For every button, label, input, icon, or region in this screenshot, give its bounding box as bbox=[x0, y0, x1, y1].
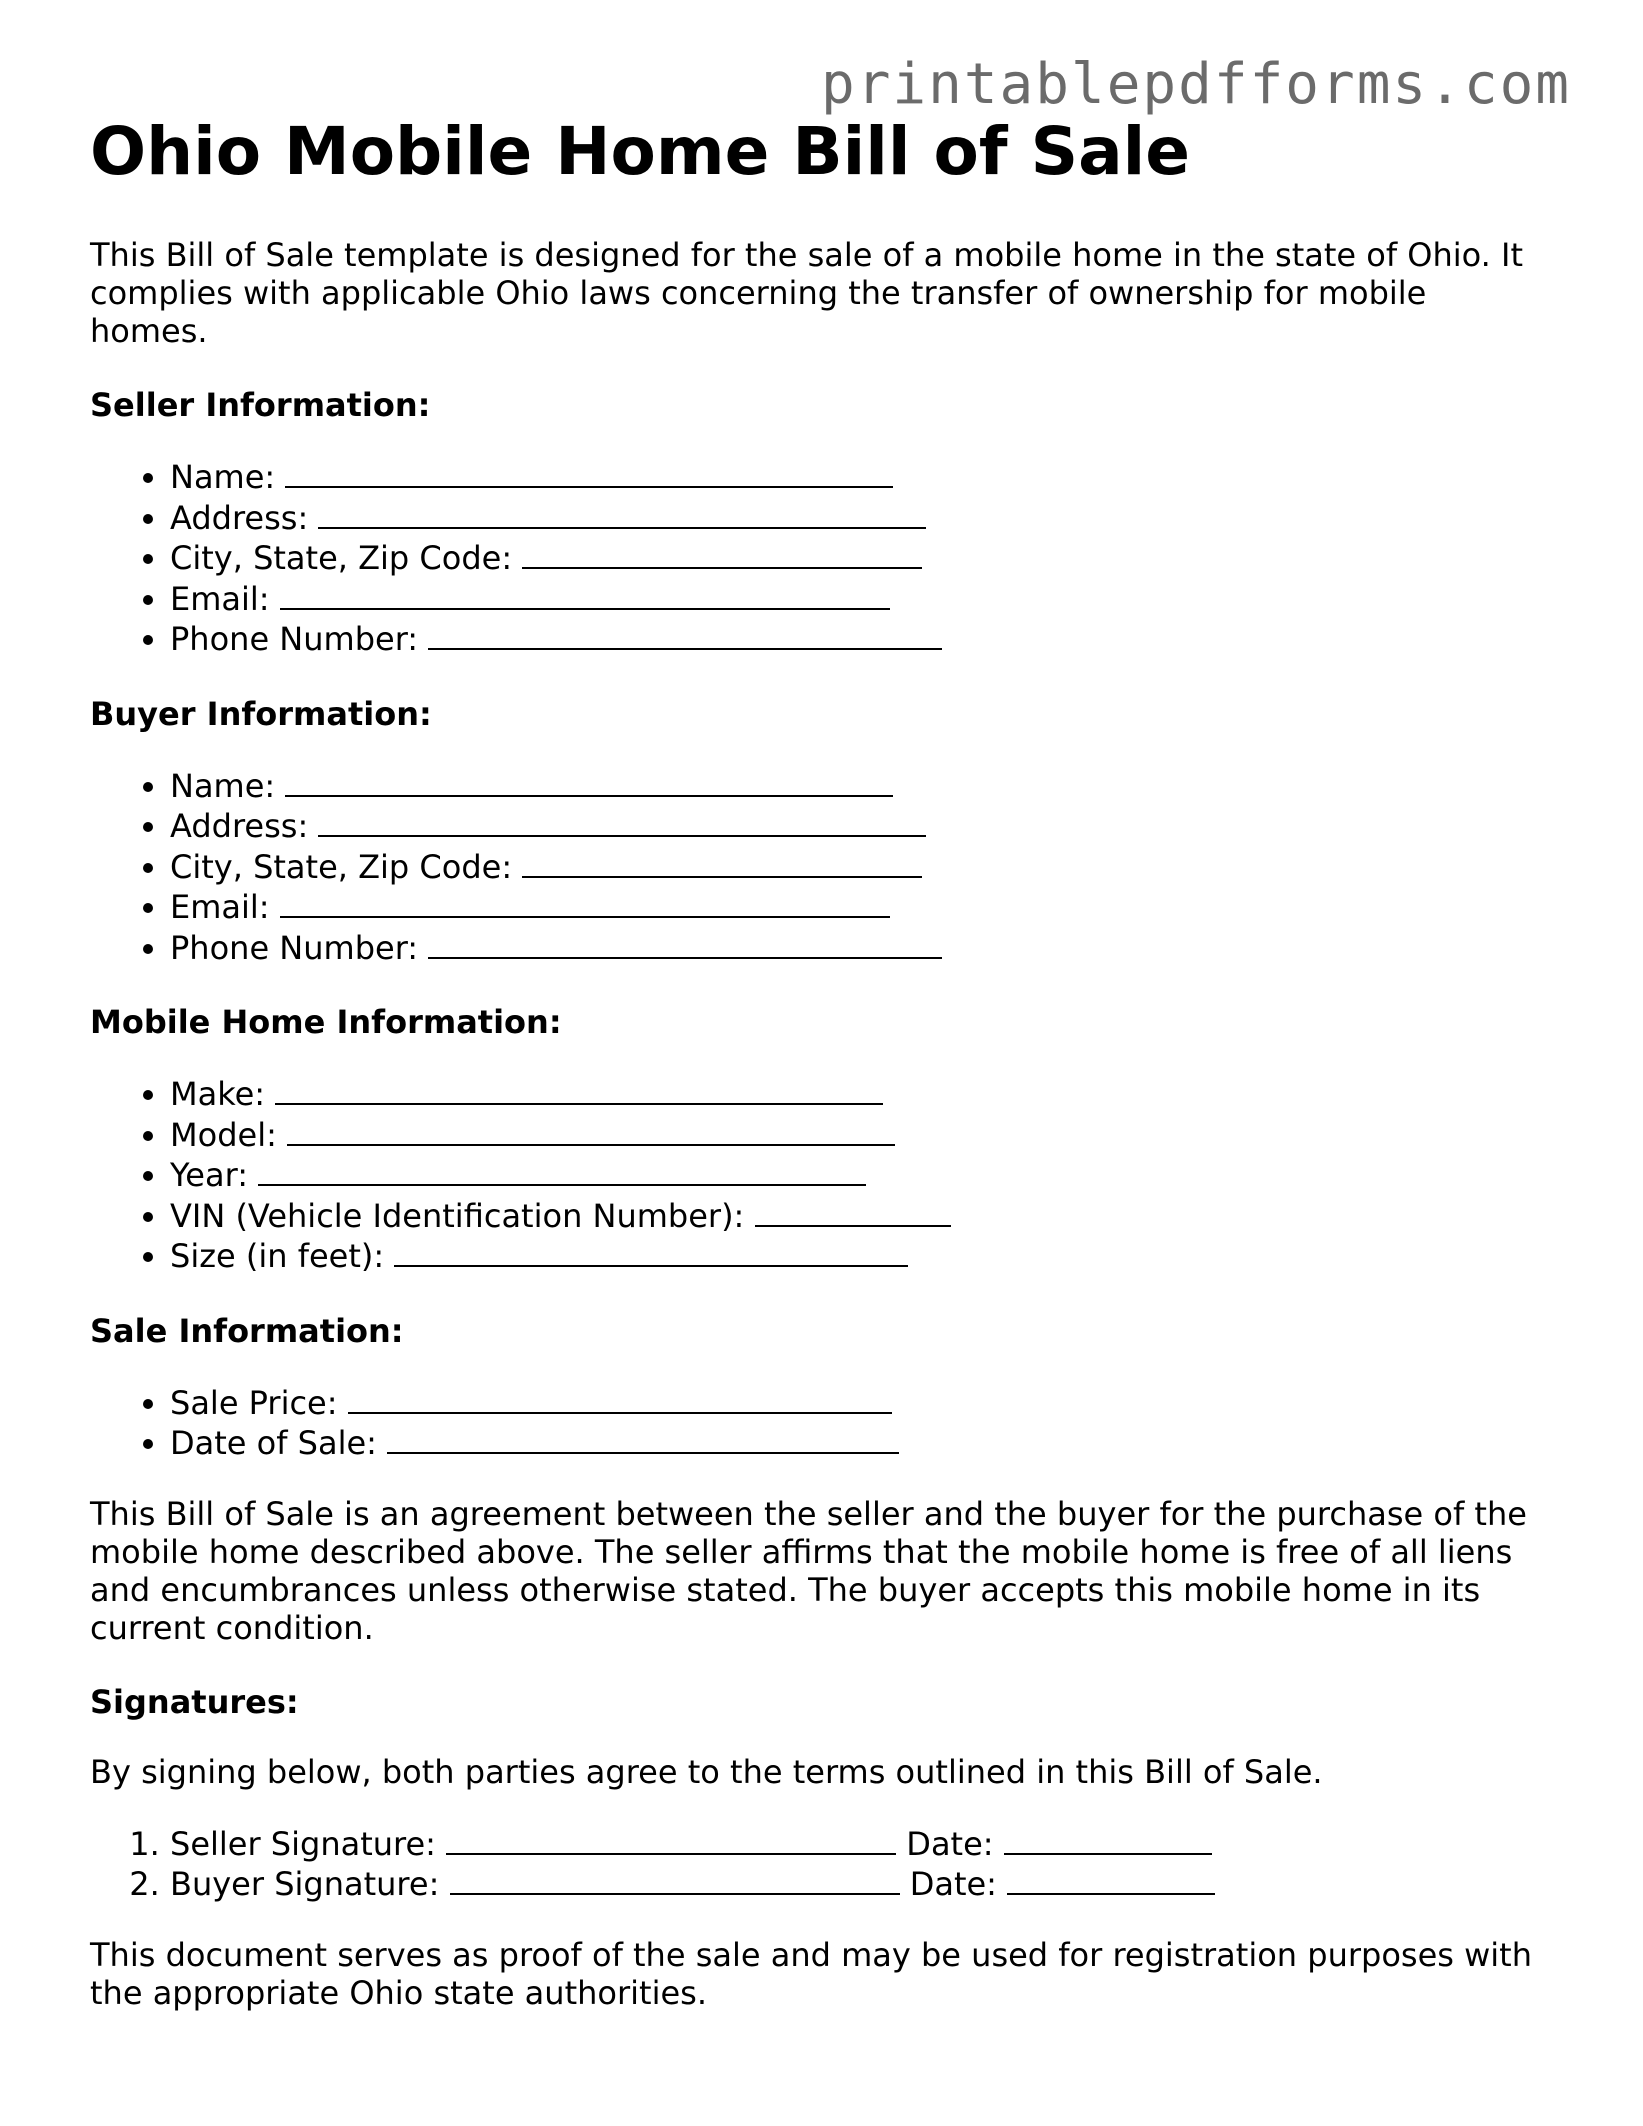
seller-address-field: • Address: bbox=[170, 497, 1550, 538]
buyer-email-blank[interactable] bbox=[280, 886, 890, 918]
buyer-name-blank[interactable] bbox=[285, 765, 893, 797]
seller-city-state-zip-field: • City, State, Zip Code: bbox=[170, 537, 1550, 578]
seller-name-field: • Name: bbox=[170, 456, 1550, 497]
home-size-blank[interactable] bbox=[394, 1235, 908, 1267]
closing-paragraph: This document serves as proof of the sale and may be used for registration purposes with the appropriate Ohio state authorities. bbox=[90, 1935, 1532, 2012]
seller-heading: Seller Information: bbox=[90, 386, 431, 424]
home-size-field: • Size (in feet): bbox=[170, 1235, 1550, 1276]
home-heading: Mobile Home Information: bbox=[90, 1003, 562, 1041]
seller-signature-blank[interactable] bbox=[446, 1823, 896, 1855]
home-model-blank[interactable] bbox=[287, 1114, 895, 1146]
sale-price-field: • Sale Price: bbox=[170, 1382, 1550, 1423]
signatures-intro: By signing below, both parties agree to the terms outlined in this Bill of Sale. bbox=[90, 1752, 1323, 1791]
home-year-field: • Year: bbox=[170, 1154, 1550, 1195]
buyer-signature-line: 2. Buyer Signature: Date: bbox=[170, 1863, 1550, 1904]
document-page bbox=[90, 112, 1550, 2044]
buyer-fields bbox=[90, 765, 1550, 968]
buyer-phone-blank[interactable] bbox=[428, 927, 942, 959]
home-vin-blank[interactable] bbox=[755, 1195, 951, 1227]
home-make-field: • Make: bbox=[170, 1073, 1550, 1114]
sale-date-field: • Date of Sale: bbox=[170, 1422, 1550, 1463]
page-title: Ohio Mobile Home Bill of Sale bbox=[90, 113, 1191, 190]
seller-email-blank[interactable] bbox=[280, 578, 890, 610]
seller-email-field: • Email: bbox=[170, 578, 1550, 619]
seller-signature-line: 1. Seller Signature: Date: bbox=[170, 1823, 1550, 1864]
seller-phone-field: • Phone Number: bbox=[170, 618, 1550, 659]
seller-fields bbox=[90, 456, 1550, 659]
buyer-signature-blank[interactable] bbox=[450, 1863, 900, 1895]
buyer-email-field: • Email: bbox=[170, 886, 1550, 927]
seller-phone-blank[interactable] bbox=[428, 618, 942, 650]
sale-heading: Sale Information: bbox=[90, 1311, 404, 1350]
home-vin-field: • VIN (Vehicle Identification Number): bbox=[170, 1195, 1550, 1236]
signature-lines bbox=[90, 1823, 1550, 1904]
home-model-field: • Model: bbox=[170, 1114, 1550, 1155]
buyer-city-state-zip-field: • City, State, Zip Code: bbox=[170, 846, 1550, 887]
sale-date-blank[interactable] bbox=[387, 1422, 899, 1454]
agreement-paragraph: This Bill of Sale is an agreement between the seller and the buyer for the purchase of the mobile home described above. The seller affirms that the mobile home is free of all liens and encumbrances unless otherwise stated. The buyer accepts this mobile home in its current condition. bbox=[90, 1494, 1527, 1647]
signatures-heading: Signatures: bbox=[90, 1682, 299, 1721]
home-fields bbox=[90, 1073, 1550, 1276]
buyer-address-field: • Address: bbox=[170, 805, 1550, 846]
intro-paragraph: This Bill of Sale template is designed for the sale of a mobile home in the state of Ohio. It complies with applicable Ohio laws concerning the transfer of ownership for mobile homes. bbox=[90, 236, 1523, 350]
buyer-city-state-zip-blank[interactable] bbox=[522, 846, 922, 878]
seller-name-blank[interactable] bbox=[285, 456, 893, 488]
buyer-heading: Buyer Information: bbox=[90, 694, 432, 733]
seller-date-blank[interactable] bbox=[1004, 1823, 1212, 1855]
sale-price-blank[interactable] bbox=[348, 1382, 892, 1414]
buyer-phone-field: • Phone Number: bbox=[170, 927, 1550, 968]
sale-fields bbox=[90, 1382, 1550, 1463]
seller-address-blank[interactable] bbox=[318, 497, 926, 529]
watermark: printablepdfforms.com bbox=[820, 52, 1571, 117]
buyer-address-blank[interactable] bbox=[318, 805, 926, 837]
home-make-blank[interactable] bbox=[275, 1073, 883, 1105]
home-year-blank[interactable] bbox=[258, 1154, 866, 1186]
seller-city-state-zip-blank[interactable] bbox=[522, 537, 922, 569]
buyer-date-blank[interactable] bbox=[1007, 1863, 1215, 1895]
buyer-name-field: • Name: bbox=[170, 765, 1550, 806]
